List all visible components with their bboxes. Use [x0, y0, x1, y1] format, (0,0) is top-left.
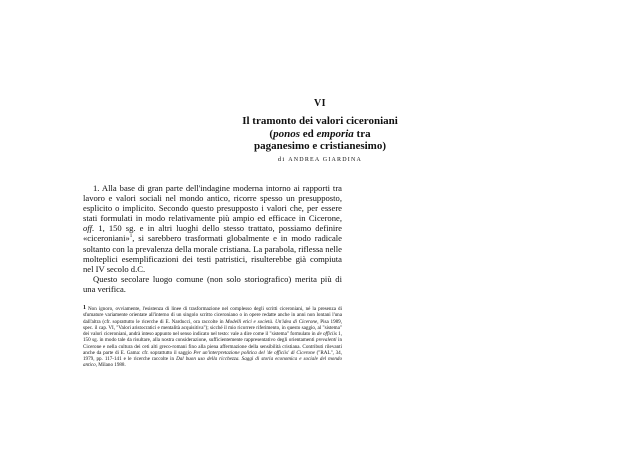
paragraph-1-text-c: , si sarebbero trasformati globalmente e in modo radicale soltanto con la prevalenza della morale cristiana. La parabola, riflessa nelle molteplici esemplificazioni dei testi patristici, risulterebbe già compiuta nel IV secolo d.C.	[83, 233, 342, 274]
footnote-title-1: Modelli etici e società. Un'idea di Cicerone	[225, 318, 318, 325]
footnote-part-5: ("RAL", 34, 1979, pp. 117-141 e le ricerche raccolte in	[83, 349, 342, 362]
paragraph-2: Questo secolare luogo comune (non solo storiografico) merita più di una verifica.	[83, 273, 342, 294]
title-term-emporia: emporia	[316, 127, 354, 140]
paragraph-1-text-a: 1. Alla base di gran parte dell'indagine moderna intorno ai rapporti tra lavoro e valori sociali nel mondo antico, ricorre spesso un presupposto, esplicito o implicito. Secondo questo presupposto i valori che, per essere stati formulati in modo relativamente più ampio ed efficace in Cicerone,	[83, 183, 342, 224]
footnote-reference: 1	[129, 234, 133, 240]
paragraph-1	[83, 183, 342, 274]
chapter-number: VI	[313, 98, 327, 109]
title-line-2	[0, 128, 640, 141]
paragraph-1-text-b: 1, 150 sg. e in altri luoghi dello stesso trattato, possiamo definire «ciceroniani»	[83, 223, 342, 244]
title-line-3: paganesimo e cristianesimo)	[254, 140, 386, 152]
footnote-part-6: , Milano 1988.	[95, 362, 126, 369]
author-line	[0, 156, 640, 163]
chapter-title	[0, 115, 640, 153]
footnote-title-4: Dal buon uso della ricchezza. Saggi di storia economica e sociale del mondo antico	[83, 356, 342, 369]
footnote-title-2: de officiis	[316, 331, 337, 337]
footnote-part-1: Non ignoro, ovviamente, l'esistenza di linee di trasformazione nel complesso degli scritti ciceroniani, né la presenza di sfumature variamente orientate all'interno di un singolo scritto ciceroniano o in opere redatte anche in anni non lontani l'una dall'altra (cfr. soprattutto le ricerche di E. Narducci, ora raccolte in	[83, 306, 342, 325]
title-term-ponos: ponos	[273, 127, 300, 140]
body-text	[83, 183, 342, 294]
footnote-part-3: 1, 150 sg. in modo tale da risultare, alla nostra considerazione, sufficientemente rappresentativo degli orientamenti	[83, 331, 342, 344]
author-prefix: di	[277, 156, 286, 163]
footnote-part-2: , Pisa 1989, spec. il cap. VI, "Valori aristocratici e mentalità acquisitiva"); sicché il mio ricorrere riferimento, in questo saggio, al "sistema" dei valori ciceroniani, andrà inteso appunto nel senso indicato nel testo: vale a dire come il "sistema" formulato in	[83, 318, 343, 337]
title-conjunction: ed	[300, 127, 317, 140]
citation-off: off.	[83, 223, 95, 234]
footnote-1	[83, 305, 342, 369]
footnote-emphasis: prevalenti	[316, 337, 337, 344]
footnote-mark: 1	[83, 305, 86, 311]
title-line-1: Il tramonto dei valori ciceroniani	[242, 115, 398, 127]
title-paren-open: (	[269, 127, 274, 140]
footnote-text	[83, 305, 342, 369]
footnote-part-4: in Cicerone e nella cultura dei ceti alti greco-romani fino alla piena affermazione della sensibilità cristiana. Contributi rilevanti anche da parte di E. Gama: cfr. soprattutto il saggio	[83, 337, 342, 356]
title-tra: tra	[353, 127, 371, 140]
author-name: ANDREA GIARDINA	[288, 157, 363, 163]
footnote-title-3: Per un'interpretazione politica del 'de officiis' di Cicerone	[193, 349, 315, 356]
